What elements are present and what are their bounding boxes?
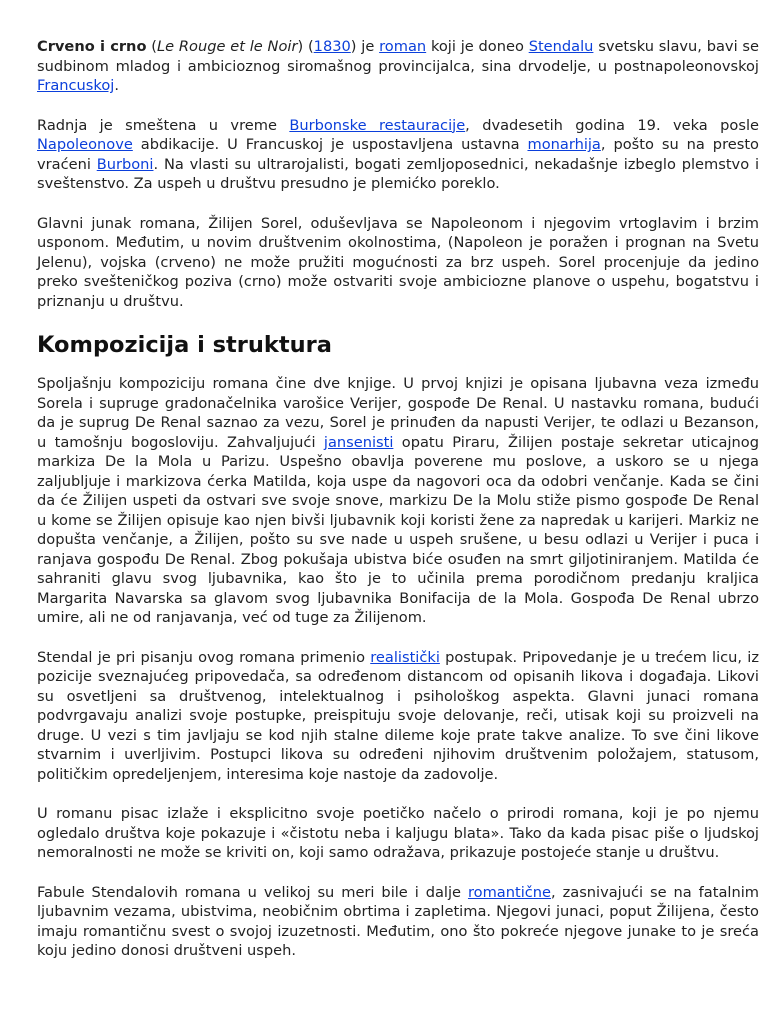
link-1830[interactable]: 1830 [313, 38, 351, 55]
link-napoleon[interactable]: Napoleonove [37, 136, 133, 153]
link-jansenisti[interactable]: jansenisti [323, 433, 394, 451]
link-roman[interactable]: roman [379, 38, 427, 55]
narration-paragraph: Stendal je pri pisanju ovog romana primenio realistički postupak. Pripovedanje je u trećem licu, iz pozicije sveznajućeg pripovedača, sa određenom distancom od opisanih likova i događaja. Likovi su osvetljeni sa društvenog, intelektualnog i psihološkog aspekta. Glavni junaci romana podvrgavaju analizi svoje postupke, preispituju svoje delovanje, reči, utisak koji su proizveli na druge. U vezi s tim javljaju se kod njih stalne dileme koje prate takve analize. To sve čini likove stvarnim i uverljivim. Postupci likova su određeni njihovim društvenim položajem, statusom, političkim opredeljenjem, interesima koje nastoje da zadovolje. [37, 648, 759, 783]
hero-paragraph: Glavni junak romana, Žilijen Sorel, oduševljava se Napoleonom i njegovim vrtoglavim i brzim usponom. Međutim, u novim društvenim okolnostima, (Napoleon je poražen i prognan na Svetu Jelenu), vojska (crveno) ne može pružiti mogućnosti za brz uspeh. Sorel procenjuje da jedino preko svešteničkog poziva (crno) može ostvariti svoje ambiciozne planove o uspehu, bogatstvu i priznanju u društvu. [37, 214, 759, 310]
link-burboni[interactable]: Burboni [96, 155, 154, 173]
link-romanticne[interactable]: romantične [467, 883, 552, 901]
intro-paragraph: Crveno i crno (Le Rouge et le Noir) (1830) je roman koji je doneo Stendalu svetsku slavu, bavi se sudbinom mladog i ambicioznog siromašnog provincijalca, sina drvodelje, u postnapoleonovskoj Francuskoj. [37, 38, 759, 94]
link-burbonska-restauracija[interactable]: Burbonske restauracije [289, 116, 466, 134]
link-realisticki[interactable]: realistički [370, 648, 440, 666]
composition-paragraph: Spoljašnju kompoziciju romana čine dve knjige. U prvoj knjizi je opisana ljubavna veza između Sorela i supruge gradonačelnika varošice Verijer, gospođe De Renal. U nastavku romana, budući da je suprug De Renal saznao za vezu, Sorel je prinuđen da napusti Verijer, te odlazi u Bezanson, u tamošnju bogosloviju. Zahvaljujući jansenisti opatu Piraru, Žilijen postaje sekretar uticajnog markiza De la Mola u Parizu. Uspešno obavlja poverene mu poslove, a uskoro se u njega zaljubljuje i markizova ćerka Matilda, koja uspe da nagovori oca da odobri venčanje. Kada se čini da će Žilijen uspeti da ostvari sve svoje snove, markizu De la Molu stiže pismo gospođe De Renal u kome se Žilijen opisuje kao njen bivši ljubavnik koji koristi žene za napredak u karijeri. Markiz ne dopušta venčanje, a Žilijen, pošto su sve nade u uspeh srušene, u besu odlazi u Verijer i puca i ranjava gospođu De Renal. Zbog pokušaja ubistva biće osuđen na smrt giljotiniranjem. Matilda će sahraniti glavu svog ljubavnika, kao što je to učinila prema porodičnom predanju kraljica Margarita Navarska sa glavom svog ljubavnika Bonifacija de la Mola. Gospođa De Renal ubrzo umire, ali ne od ranjavanja, već od tuge za Žilijenom. [37, 375, 759, 626]
link-francuska[interactable]: Francuskoj [37, 77, 115, 94]
plot-paragraph: Fabule Stendalovih romana u velikoj su meri bile i dalje romantične, zasnivajući se na fatalnim ljubavnim vezama, ubistvima, neobičnim obrtima i zapletima. Njegovi junaci, poput Žilijena, često imaju romantičnu svest o svojoj izuzetnosti. Međutim, ono što pokreće njegove junake to je sreća koju jedino donosi društveni uspeh. [37, 883, 759, 959]
book-title: Crveno i crno [37, 38, 147, 55]
poetics-paragraph: U romanu pisac izlaže i eksplicitno svoje poetičko načelo o prirodi romana, koji je po njemu ogledalo društva koje pokazuje i «čistotu neba i kaljugu blata». Tako da kada pisac piše o ljudskoj nemoralnosti ne može se kriviti on, koji samo odražava, prikazuje postojeće stanje u društvu. [37, 805, 759, 861]
setting-paragraph: Radnja je smeštena u vreme Burbonske restauracije, dvadesetih godina 19. veka posle Napoleonove abdikacije. U Francuskoj je uspostavljena ustavna monarhija, pošto su na presto vraćeni Burboni. Na vlasti su ultrarojalisti, bogati zemljoposednici, nekadašnje izbeglo plemstvo i sveštenstvo. Za uspeh u društvu presudno je plemićko poreklo. [37, 116, 759, 192]
original-title: Le Rouge et le Noir [156, 38, 298, 55]
link-monarhija[interactable]: monarhija [527, 136, 601, 153]
link-stendal[interactable]: Stendalu [528, 38, 594, 55]
section-heading: Kompozicija i struktura [37, 332, 332, 358]
